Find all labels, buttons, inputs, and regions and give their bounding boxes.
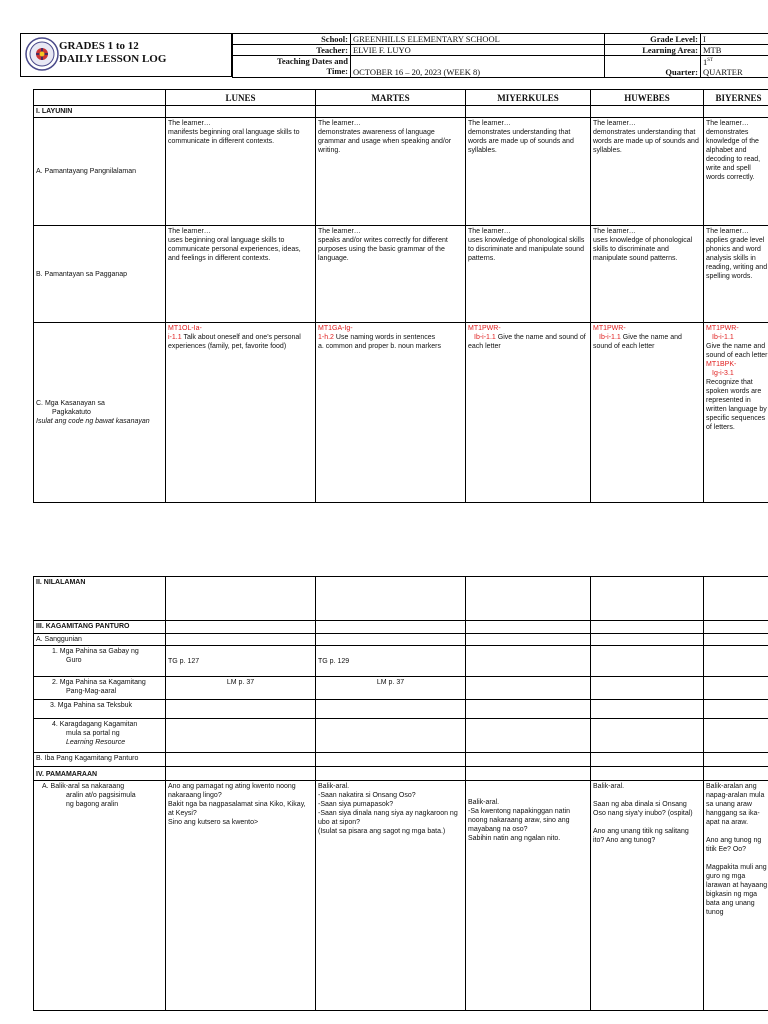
label-kagamitang-pang-mag-aaral: 2. Mga Pahina sa Kagamitang Pang-Mag-aaral bbox=[34, 677, 166, 700]
label-gabay-ng-guro: 1. Mga Pahina sa Gabay ng Guro bbox=[34, 646, 166, 677]
brand-title: GRADES 1 to 12 DAILY LESSON LOG bbox=[59, 40, 167, 65]
review-biyernes: Balik-aralan ang napag-aralan mula sa unang araw hanggang sa ika-apat na araw. Ano ang tunog ng titik Ee? Oo? Magpakita muli ang guro ng mga larawan at hayaang bigkasin ng mga bata ang unang tunog bbox=[704, 781, 768, 1011]
competency-code: MT1PWR- bbox=[593, 325, 626, 332]
performance-standard-biyernes: The learner… applies grade level phonics and word analysis skills in reading, writing and spelling words. bbox=[704, 226, 768, 323]
performance-standard-martes: The learner… speaks and/or writes correctly for different purposes using the basic grammar of the language. bbox=[316, 226, 466, 323]
corner-cell bbox=[34, 90, 166, 106]
day-biyernes: BIYERNES bbox=[704, 90, 768, 106]
label-iba-pang-kagamitan: B. Iba Pang Kagamitang Panturo bbox=[34, 753, 166, 767]
performance-standard-lunes: The learner… uses beginning oral language skills to communicate personal experiences, ideas, and feelings in different contexts. bbox=[166, 226, 316, 323]
review-miyerkules: Balik-aral. -Sa kwentong napakinggan natin noong nakaraang araw, sino ang mayabang na oso? Sabihin natin ang ngalan nito. bbox=[466, 781, 591, 1011]
area-value: MTB bbox=[701, 45, 768, 56]
tg-martes: TG p. 129 bbox=[316, 646, 466, 677]
lm-martes: LM p. 37 bbox=[316, 677, 466, 700]
objectives-table bbox=[33, 89, 768, 503]
quarter-label: Quarter: bbox=[605, 56, 701, 78]
day-huwebes: HUWEBES bbox=[591, 90, 704, 106]
lm-lunes: LM p. 37 bbox=[166, 677, 316, 700]
competency-code: MT1PWR- bbox=[706, 325, 739, 332]
teacher-label: Teacher: bbox=[233, 45, 351, 56]
label-mga-kasanayan: C. Mga Kasanayan sa Pagkakatuto Isulat ang code ng bawat kasanayan bbox=[34, 323, 166, 503]
grade-label: Grade Level: bbox=[605, 34, 701, 45]
content-standard-martes: The learner… demonstrates awareness of language grammar and usage when speaking and/or writing. bbox=[316, 118, 466, 226]
section-kagamitang-panturo: III. KAGAMITANG PANTURO bbox=[34, 621, 166, 634]
competency-code: MT1PWR- bbox=[468, 325, 501, 332]
content-standard-biyernes: The learner… demonstrates knowledge of the alphabet and decoding to read, write and spell words correctly. bbox=[704, 118, 768, 226]
day-miyerkules: MIYERKULES bbox=[466, 90, 591, 106]
procedure-table bbox=[33, 576, 768, 1011]
label-teksbuk: 3. Mga Pahina sa Teksbuk bbox=[34, 700, 166, 719]
label-karagdagang-kagamitan: 4. Karagdagang Kagamitan mula sa portal ng Learning Resource bbox=[34, 719, 166, 753]
content-standard-miyerkules: The learner… demonstrates understanding that words are made up of sounds and syllables. bbox=[466, 118, 591, 226]
content-standard-huwebes: The learner… demonstrates understanding that words are made up of sounds and syllables. bbox=[591, 118, 704, 226]
label-balik-aral: A. Balik-aral sa nakaraang aralin at/o pagsisimula ng bagong aralin bbox=[34, 781, 166, 1011]
label-sanggunian: A. Sanggunian bbox=[34, 634, 166, 646]
review-huwebes: Balik-aral. Saan ng aba dinala si Onsang Oso nang siya’y inubo? (ospital) Ano ang unang titik ng salitang ito? Ano ang tunog? bbox=[591, 781, 704, 1011]
competency-martes: MT1GA-Ig- 1-h.2 Use naming words in sentences a. common and proper b. noun markers bbox=[316, 323, 466, 503]
grade-value: I bbox=[701, 34, 768, 45]
review-martes: Balik-aral. -Saan nakatira si Onsang Oso? -Saan siya pumapasok? -Saan siya dinala nang siya ay nagkaroon ng ubo at sipon? (Isulat sa pisara ang sagot ng mga bata.) bbox=[316, 781, 466, 1011]
competency-code: MT1OL-Ia- bbox=[168, 325, 202, 332]
tg-lunes: TG p. 127 bbox=[166, 646, 316, 677]
teacher-value: ELVIE F. LUYO bbox=[351, 45, 605, 56]
day-martes: MARTES bbox=[316, 90, 466, 106]
deped-seal-icon bbox=[25, 37, 59, 71]
dates-value: OCTOBER 16 – 20, 2023 (WEEK 8) bbox=[351, 56, 605, 78]
performance-standard-miyerkules: The learner… uses knowledge of phonological skills to discriminate and manipulate sound patterns. bbox=[466, 226, 591, 323]
competency-huwebes: MT1PWR- Ib-i-1.1 Give the name and sound of each letter bbox=[591, 323, 704, 503]
section-pamamaraan: IV. PAMAMARAAN bbox=[34, 767, 166, 781]
area-label: Learning Area: bbox=[605, 45, 701, 56]
quarter-value: 1ST QUARTER bbox=[701, 56, 768, 78]
header-info-table bbox=[232, 33, 768, 78]
competency-lunes: MT1OL-Ia- i-1.1 Talk about oneself and one’s personal experiences (family, pet, favorite food) bbox=[166, 323, 316, 503]
section-nilalaman: II. NILALAMAN bbox=[34, 577, 166, 621]
school-label: School: bbox=[233, 34, 351, 45]
performance-standard-huwebes: The learner… uses knowledge of phonological skills to discriminate and manipulate sound patterns. bbox=[591, 226, 704, 323]
competency-miyerkules: MT1PWR- Ib-i-1.1 Give the name and sound of each letter bbox=[466, 323, 591, 503]
label-pamantayan-sa-pagganap: B. Pamantayan sa Pagganap bbox=[34, 226, 166, 323]
logo-box bbox=[20, 33, 232, 77]
review-lunes: Ano ang pamagat ng ating kwento noong nakaraang lingo? Bakit nga ba nagpasalamat sina Kiko, Kikay, at Keysi? Sino ang kutsero sa kwento> bbox=[166, 781, 316, 1011]
competency-code: MT1GA-Ig- bbox=[318, 325, 353, 332]
section-layunin: I. LAYUNIN bbox=[34, 106, 166, 118]
day-lunes: LUNES bbox=[166, 90, 316, 106]
label-pamantayang-pangnilalaman: A. Pamantayang Pangnilalaman bbox=[34, 118, 166, 226]
school-value: GREENHILLS ELEMENTARY SCHOOL bbox=[351, 34, 605, 45]
competency-biyernes: MT1PWR- Ib-i-1.1 Give the name and sound of each letter MT1BPK- Ig-i-3.1 Recognize that spoken words are represented in written language by specific sequences of letters. bbox=[704, 323, 768, 503]
content-standard-lunes: The learner… manifests beginning oral language skills to communicate in different contexts. bbox=[166, 118, 316, 226]
dates-label: Teaching Dates and Time: bbox=[233, 56, 351, 78]
